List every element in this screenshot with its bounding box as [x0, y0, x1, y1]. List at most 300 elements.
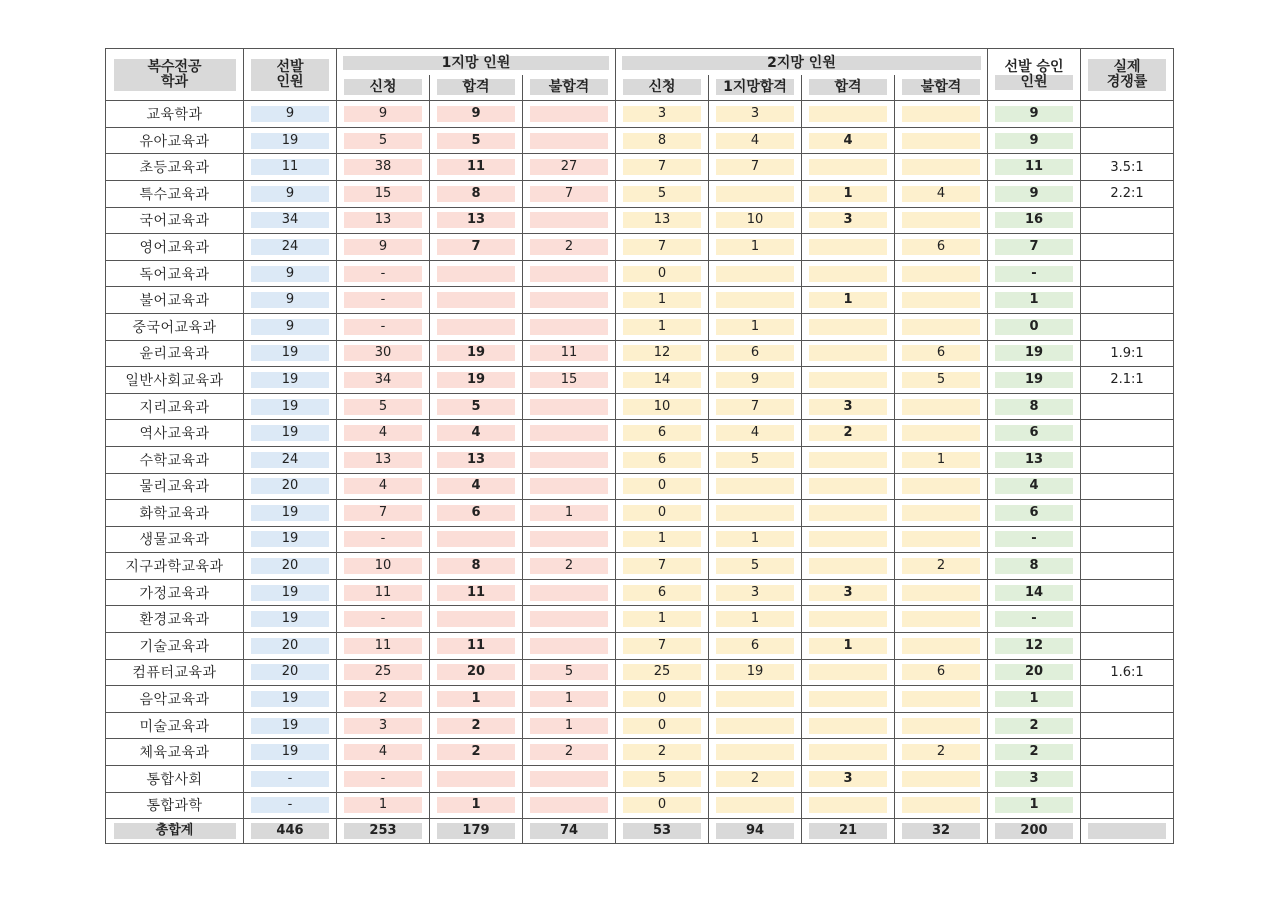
- second-pass-value: [809, 744, 887, 760]
- second-apply-cell: [616, 207, 709, 234]
- first-pass-value: 11: [437, 638, 515, 654]
- total-first-apply-cell: [337, 819, 430, 844]
- ratio-value: [1081, 500, 1174, 527]
- first-pass-value: 4: [437, 478, 515, 494]
- first-apply-value: 9: [344, 106, 422, 122]
- first-apply-cell: [337, 420, 430, 447]
- second-pass-value: [809, 691, 887, 707]
- first-fail-value: 1: [530, 691, 608, 707]
- first-apply-value: 4: [344, 744, 422, 760]
- first-apply-value: 11: [344, 638, 422, 654]
- dept-name: 미술교육과: [106, 712, 244, 739]
- approved-cell: [988, 420, 1081, 447]
- ratio-value: [1081, 633, 1174, 660]
- approved-cell: [988, 127, 1081, 154]
- first-pass-value: 13: [437, 212, 515, 228]
- dept-name: 통합과학: [106, 792, 244, 819]
- second-fail-cell: [895, 633, 988, 660]
- first-pass-cell: [430, 526, 523, 553]
- second-first-pass-value: 6: [716, 638, 794, 654]
- second-fail-cell: [895, 127, 988, 154]
- second-pass-value: [809, 718, 887, 734]
- first-apply-cell: [337, 127, 430, 154]
- first-fail-value: 1: [530, 718, 608, 734]
- second-apply-cell: [616, 313, 709, 340]
- first-pass-value: [437, 319, 515, 335]
- second-pass-cell: [802, 207, 895, 234]
- second-pass-value: [809, 345, 887, 361]
- total-first-pass: 179: [437, 823, 515, 839]
- table-row: [106, 287, 1174, 314]
- first-fail-value: 27: [530, 159, 608, 175]
- second-pass-value: [809, 266, 887, 282]
- first-pass-cell: [430, 712, 523, 739]
- table-row: [106, 739, 1174, 766]
- ratio-value: [1081, 446, 1174, 473]
- second-first-pass-value: 3: [716, 106, 794, 122]
- second-first-pass-cell: [709, 207, 802, 234]
- quota-value: 9: [251, 186, 329, 202]
- table-row: [106, 633, 1174, 660]
- approved-value: -: [995, 531, 1073, 547]
- table-body: [106, 101, 1174, 819]
- approved-cell: [988, 446, 1081, 473]
- second-fail-value: 2: [902, 558, 980, 574]
- approved-value: 1: [995, 292, 1073, 308]
- header-approved-line1: 선발 승인: [1004, 58, 1064, 75]
- quota-value: 11: [251, 159, 329, 175]
- quota-cell: [244, 473, 337, 500]
- first-fail-cell: [523, 367, 616, 394]
- second-pass-cell: [802, 420, 895, 447]
- first-pass-cell: [430, 207, 523, 234]
- approved-value: 9: [995, 106, 1073, 122]
- second-pass-value: 1: [809, 292, 887, 308]
- second-first-pass-cell: [709, 473, 802, 500]
- approved-cell: [988, 234, 1081, 261]
- second-first-pass-cell: [709, 420, 802, 447]
- first-apply-cell: [337, 500, 430, 527]
- dept-name: 화학교육과: [106, 500, 244, 527]
- second-pass-value: [809, 531, 887, 547]
- header-second-apply: 신청: [616, 75, 709, 101]
- second-first-pass-cell: [709, 101, 802, 128]
- first-fail-cell: [523, 393, 616, 420]
- first-fail-cell: [523, 473, 616, 500]
- approved-value: 8: [995, 558, 1073, 574]
- second-first-pass-cell: [709, 180, 802, 207]
- first-pass-cell: [430, 393, 523, 420]
- first-fail-cell: [523, 686, 616, 713]
- second-apply-value: 14: [623, 372, 701, 388]
- first-pass-value: 11: [437, 159, 515, 175]
- quota-value: 19: [251, 691, 329, 707]
- approved-value: 19: [995, 345, 1073, 361]
- quota-cell: [244, 127, 337, 154]
- first-apply-cell: [337, 393, 430, 420]
- first-apply-cell: [337, 792, 430, 819]
- second-apply-cell: [616, 712, 709, 739]
- second-pass-cell: [802, 659, 895, 686]
- first-pass-value: 1: [437, 691, 515, 707]
- quota-value: 19: [251, 585, 329, 601]
- first-fail-value: [530, 478, 608, 494]
- second-pass-value: [809, 159, 887, 175]
- second-fail-cell: [895, 154, 988, 181]
- second-pass-cell: [802, 766, 895, 793]
- second-fail-cell: [895, 287, 988, 314]
- approved-value: 13: [995, 452, 1073, 468]
- quota-value: -: [251, 771, 329, 787]
- second-apply-value: 0: [623, 478, 701, 494]
- approved-value: 9: [995, 133, 1073, 149]
- second-first-pass-value: [716, 292, 794, 308]
- approved-cell: [988, 739, 1081, 766]
- first-pass-value: 8: [437, 558, 515, 574]
- quota-cell: [244, 207, 337, 234]
- first-fail-cell: [523, 127, 616, 154]
- first-apply-value: 15: [344, 186, 422, 202]
- approved-cell: [988, 367, 1081, 394]
- ratio-value: [1081, 260, 1174, 287]
- first-pass-value: [437, 611, 515, 627]
- first-fail-cell: [523, 234, 616, 261]
- first-fail-cell: [523, 446, 616, 473]
- quota-cell: [244, 526, 337, 553]
- quota-cell: [244, 234, 337, 261]
- quota-value: 19: [251, 345, 329, 361]
- second-first-pass-value: 2: [716, 771, 794, 787]
- second-apply-value: 25: [623, 664, 701, 680]
- header-first-choice: [337, 49, 616, 75]
- approved-value: -: [995, 266, 1073, 282]
- second-fail-cell: [895, 553, 988, 580]
- dept-name: 환경교육과: [106, 606, 244, 633]
- quota-cell: [244, 101, 337, 128]
- first-apply-value: -: [344, 319, 422, 335]
- header-first-choice-label: 1지망 인원: [343, 56, 609, 70]
- first-pass-cell: [430, 739, 523, 766]
- second-apply-cell: [616, 446, 709, 473]
- first-fail-cell: [523, 420, 616, 447]
- first-fail-cell: [523, 526, 616, 553]
- first-pass-cell: [430, 340, 523, 367]
- second-apply-cell: [616, 553, 709, 580]
- second-apply-cell: [616, 154, 709, 181]
- first-fail-value: [530, 531, 608, 547]
- table-row: [106, 712, 1174, 739]
- second-pass-cell: [802, 446, 895, 473]
- second-fail-value: [902, 106, 980, 122]
- total-quota-cell: [244, 819, 337, 844]
- second-fail-value: [902, 425, 980, 441]
- table-row: [106, 367, 1174, 394]
- second-apply-value: 5: [623, 771, 701, 787]
- second-first-pass-cell: [709, 606, 802, 633]
- header-first-fail: 불합격: [523, 75, 616, 101]
- first-pass-value: 2: [437, 718, 515, 734]
- second-pass-cell: [802, 260, 895, 287]
- second-pass-value: [809, 478, 887, 494]
- approved-cell: [988, 473, 1081, 500]
- double-major-selection-table: [105, 48, 1174, 844]
- approved-value: 2: [995, 718, 1073, 734]
- ratio-value: [1081, 127, 1174, 154]
- quota-cell: [244, 446, 337, 473]
- second-fail-value: 5: [902, 372, 980, 388]
- dept-name: 특수교육과: [106, 180, 244, 207]
- second-apply-cell: [616, 766, 709, 793]
- dept-name: 불어교육과: [106, 287, 244, 314]
- header-quota: [244, 49, 337, 101]
- second-apply-cell: [616, 340, 709, 367]
- table-row: [106, 340, 1174, 367]
- second-fail-value: [902, 505, 980, 521]
- first-pass-cell: [430, 234, 523, 261]
- first-apply-cell: [337, 287, 430, 314]
- header-second-pass: 합격: [802, 75, 895, 101]
- dept-name: 가정교육과: [106, 579, 244, 606]
- quota-value: 19: [251, 372, 329, 388]
- dept-name: 일반사회교육과: [106, 367, 244, 394]
- approved-cell: [988, 180, 1081, 207]
- quota-value: -: [251, 797, 329, 813]
- quota-value: 20: [251, 478, 329, 494]
- second-apply-cell: [616, 500, 709, 527]
- table-row: [106, 500, 1174, 527]
- second-first-pass-cell: [709, 313, 802, 340]
- table-row: [106, 526, 1174, 553]
- first-apply-cell: [337, 686, 430, 713]
- first-apply-cell: [337, 180, 430, 207]
- second-pass-value: [809, 558, 887, 574]
- second-first-pass-cell: [709, 127, 802, 154]
- first-apply-cell: [337, 739, 430, 766]
- total-second-first-pass-cell: [709, 819, 802, 844]
- second-pass-value: 4: [809, 133, 887, 149]
- second-fail-value: [902, 771, 980, 787]
- first-apply-value: -: [344, 292, 422, 308]
- first-apply-value: 10: [344, 558, 422, 574]
- first-pass-cell: [430, 101, 523, 128]
- total-second-pass: 21: [809, 823, 887, 839]
- first-apply-cell: [337, 260, 430, 287]
- first-fail-value: [530, 292, 608, 308]
- quota-value: 24: [251, 452, 329, 468]
- second-apply-cell: [616, 287, 709, 314]
- first-fail-value: [530, 452, 608, 468]
- second-first-pass-value: [716, 186, 794, 202]
- first-pass-cell: [430, 287, 523, 314]
- first-fail-value: [530, 585, 608, 601]
- quota-value: 19: [251, 611, 329, 627]
- first-fail-cell: [523, 712, 616, 739]
- second-apply-value: 12: [623, 345, 701, 361]
- second-apply-cell: [616, 686, 709, 713]
- second-first-pass-value: 9: [716, 372, 794, 388]
- table-row: [106, 553, 1174, 580]
- total-first-pass-cell: [430, 819, 523, 844]
- first-pass-cell: [430, 500, 523, 527]
- second-first-pass-value: [716, 718, 794, 734]
- second-fail-cell: [895, 526, 988, 553]
- second-apply-cell: [616, 234, 709, 261]
- second-fail-cell: [895, 101, 988, 128]
- dept-name: 기술교육과: [106, 633, 244, 660]
- second-apply-cell: [616, 260, 709, 287]
- ratio-value: [1081, 579, 1174, 606]
- first-fail-cell: [523, 659, 616, 686]
- approved-value: 1: [995, 691, 1073, 707]
- first-fail-value: 2: [530, 744, 608, 760]
- first-apply-cell: [337, 340, 430, 367]
- first-pass-value: 13: [437, 452, 515, 468]
- ratio-value: 1.6:1: [1081, 659, 1174, 686]
- second-first-pass-value: 7: [716, 399, 794, 415]
- dept-name: 독어교육과: [106, 260, 244, 287]
- ratio-value: [1081, 712, 1174, 739]
- quota-cell: [244, 553, 337, 580]
- second-fail-cell: [895, 712, 988, 739]
- second-fail-value: 6: [902, 239, 980, 255]
- second-fail-cell: [895, 180, 988, 207]
- dept-name: 국어교육과: [106, 207, 244, 234]
- first-apply-cell: [337, 553, 430, 580]
- header-second-choice: [616, 49, 988, 75]
- table-row: [106, 154, 1174, 181]
- second-fail-cell: [895, 313, 988, 340]
- second-fail-value: 2: [902, 744, 980, 760]
- second-apply-value: 7: [623, 558, 701, 574]
- second-apply-cell: [616, 659, 709, 686]
- second-pass-cell: [802, 127, 895, 154]
- first-apply-value: 13: [344, 452, 422, 468]
- second-first-pass-cell: [709, 234, 802, 261]
- second-apply-cell: [616, 579, 709, 606]
- second-pass-value: 3: [809, 585, 887, 601]
- first-apply-value: 25: [344, 664, 422, 680]
- approved-cell: [988, 766, 1081, 793]
- first-apply-value: 5: [344, 399, 422, 415]
- second-apply-value: 10: [623, 399, 701, 415]
- dept-name: 역사교육과: [106, 420, 244, 447]
- dept-name: 수학교육과: [106, 446, 244, 473]
- second-pass-cell: [802, 792, 895, 819]
- first-fail-value: 7: [530, 186, 608, 202]
- first-pass-value: 9: [437, 106, 515, 122]
- header-second-choice-label: 2지망 인원: [622, 56, 981, 70]
- first-apply-cell: [337, 207, 430, 234]
- first-fail-value: [530, 425, 608, 441]
- approved-value: 6: [995, 425, 1073, 441]
- total-second-pass-cell: [802, 819, 895, 844]
- approved-value: 12: [995, 638, 1073, 654]
- first-apply-value: -: [344, 611, 422, 627]
- approved-value: 1: [995, 797, 1073, 813]
- first-fail-cell: [523, 101, 616, 128]
- second-first-pass-value: [716, 691, 794, 707]
- header-approved: [988, 49, 1081, 101]
- second-pass-cell: [802, 313, 895, 340]
- total-approved: 200: [995, 823, 1073, 839]
- first-apply-value: -: [344, 531, 422, 547]
- quota-value: 20: [251, 558, 329, 574]
- quota-value: 19: [251, 744, 329, 760]
- first-fail-cell: [523, 792, 616, 819]
- dept-name: 윤리교육과: [106, 340, 244, 367]
- second-pass-value: 3: [809, 212, 887, 228]
- quota-value: 9: [251, 292, 329, 308]
- quota-value: 19: [251, 425, 329, 441]
- first-fail-value: 1: [530, 505, 608, 521]
- second-fail-value: [902, 292, 980, 308]
- table-header: [106, 49, 1174, 101]
- second-fail-cell: [895, 207, 988, 234]
- total-label-cell: [106, 819, 244, 844]
- quota-value: 34: [251, 212, 329, 228]
- header-approved-line2: 인원: [995, 75, 1073, 90]
- second-first-pass-cell: [709, 287, 802, 314]
- table-row: [106, 260, 1174, 287]
- first-pass-value: 4: [437, 425, 515, 441]
- second-pass-value: 3: [809, 399, 887, 415]
- first-fail-value: [530, 797, 608, 813]
- first-apply-value: 30: [344, 345, 422, 361]
- second-fail-cell: [895, 606, 988, 633]
- first-apply-cell: [337, 473, 430, 500]
- first-pass-cell: [430, 553, 523, 580]
- first-apply-cell: [337, 446, 430, 473]
- first-apply-cell: [337, 234, 430, 261]
- second-first-pass-cell: [709, 712, 802, 739]
- second-first-pass-value: 6: [716, 345, 794, 361]
- first-pass-value: [437, 266, 515, 282]
- second-pass-value: [809, 611, 887, 627]
- approved-cell: [988, 553, 1081, 580]
- total-first-fail: 74: [530, 823, 608, 839]
- second-pass-cell: [802, 553, 895, 580]
- first-pass-value: 8: [437, 186, 515, 202]
- first-fail-cell: [523, 553, 616, 580]
- first-fail-value: 5: [530, 664, 608, 680]
- second-first-pass-cell: [709, 579, 802, 606]
- second-apply-value: 8: [623, 133, 701, 149]
- approved-value: 8: [995, 399, 1073, 415]
- approved-cell: [988, 154, 1081, 181]
- approved-value: 0: [995, 319, 1073, 335]
- approved-cell: [988, 659, 1081, 686]
- first-fail-cell: [523, 606, 616, 633]
- first-apply-cell: [337, 367, 430, 394]
- second-first-pass-cell: [709, 367, 802, 394]
- ratio-value: [1081, 207, 1174, 234]
- total-first-fail-cell: [523, 819, 616, 844]
- dept-name: 체육교육과: [106, 739, 244, 766]
- approved-value: 4: [995, 478, 1073, 494]
- second-fail-cell: [895, 340, 988, 367]
- approved-cell: [988, 579, 1081, 606]
- second-apply-value: 0: [623, 505, 701, 521]
- second-apply-cell: [616, 473, 709, 500]
- first-fail-value: [530, 133, 608, 149]
- approved-value: 20: [995, 664, 1073, 680]
- second-pass-cell: [802, 180, 895, 207]
- table-row: [106, 606, 1174, 633]
- total-ratio-cell: [1081, 819, 1174, 844]
- second-apply-value: 1: [623, 292, 701, 308]
- ratio-value: 3.5:1: [1081, 154, 1174, 181]
- quota-value: 19: [251, 133, 329, 149]
